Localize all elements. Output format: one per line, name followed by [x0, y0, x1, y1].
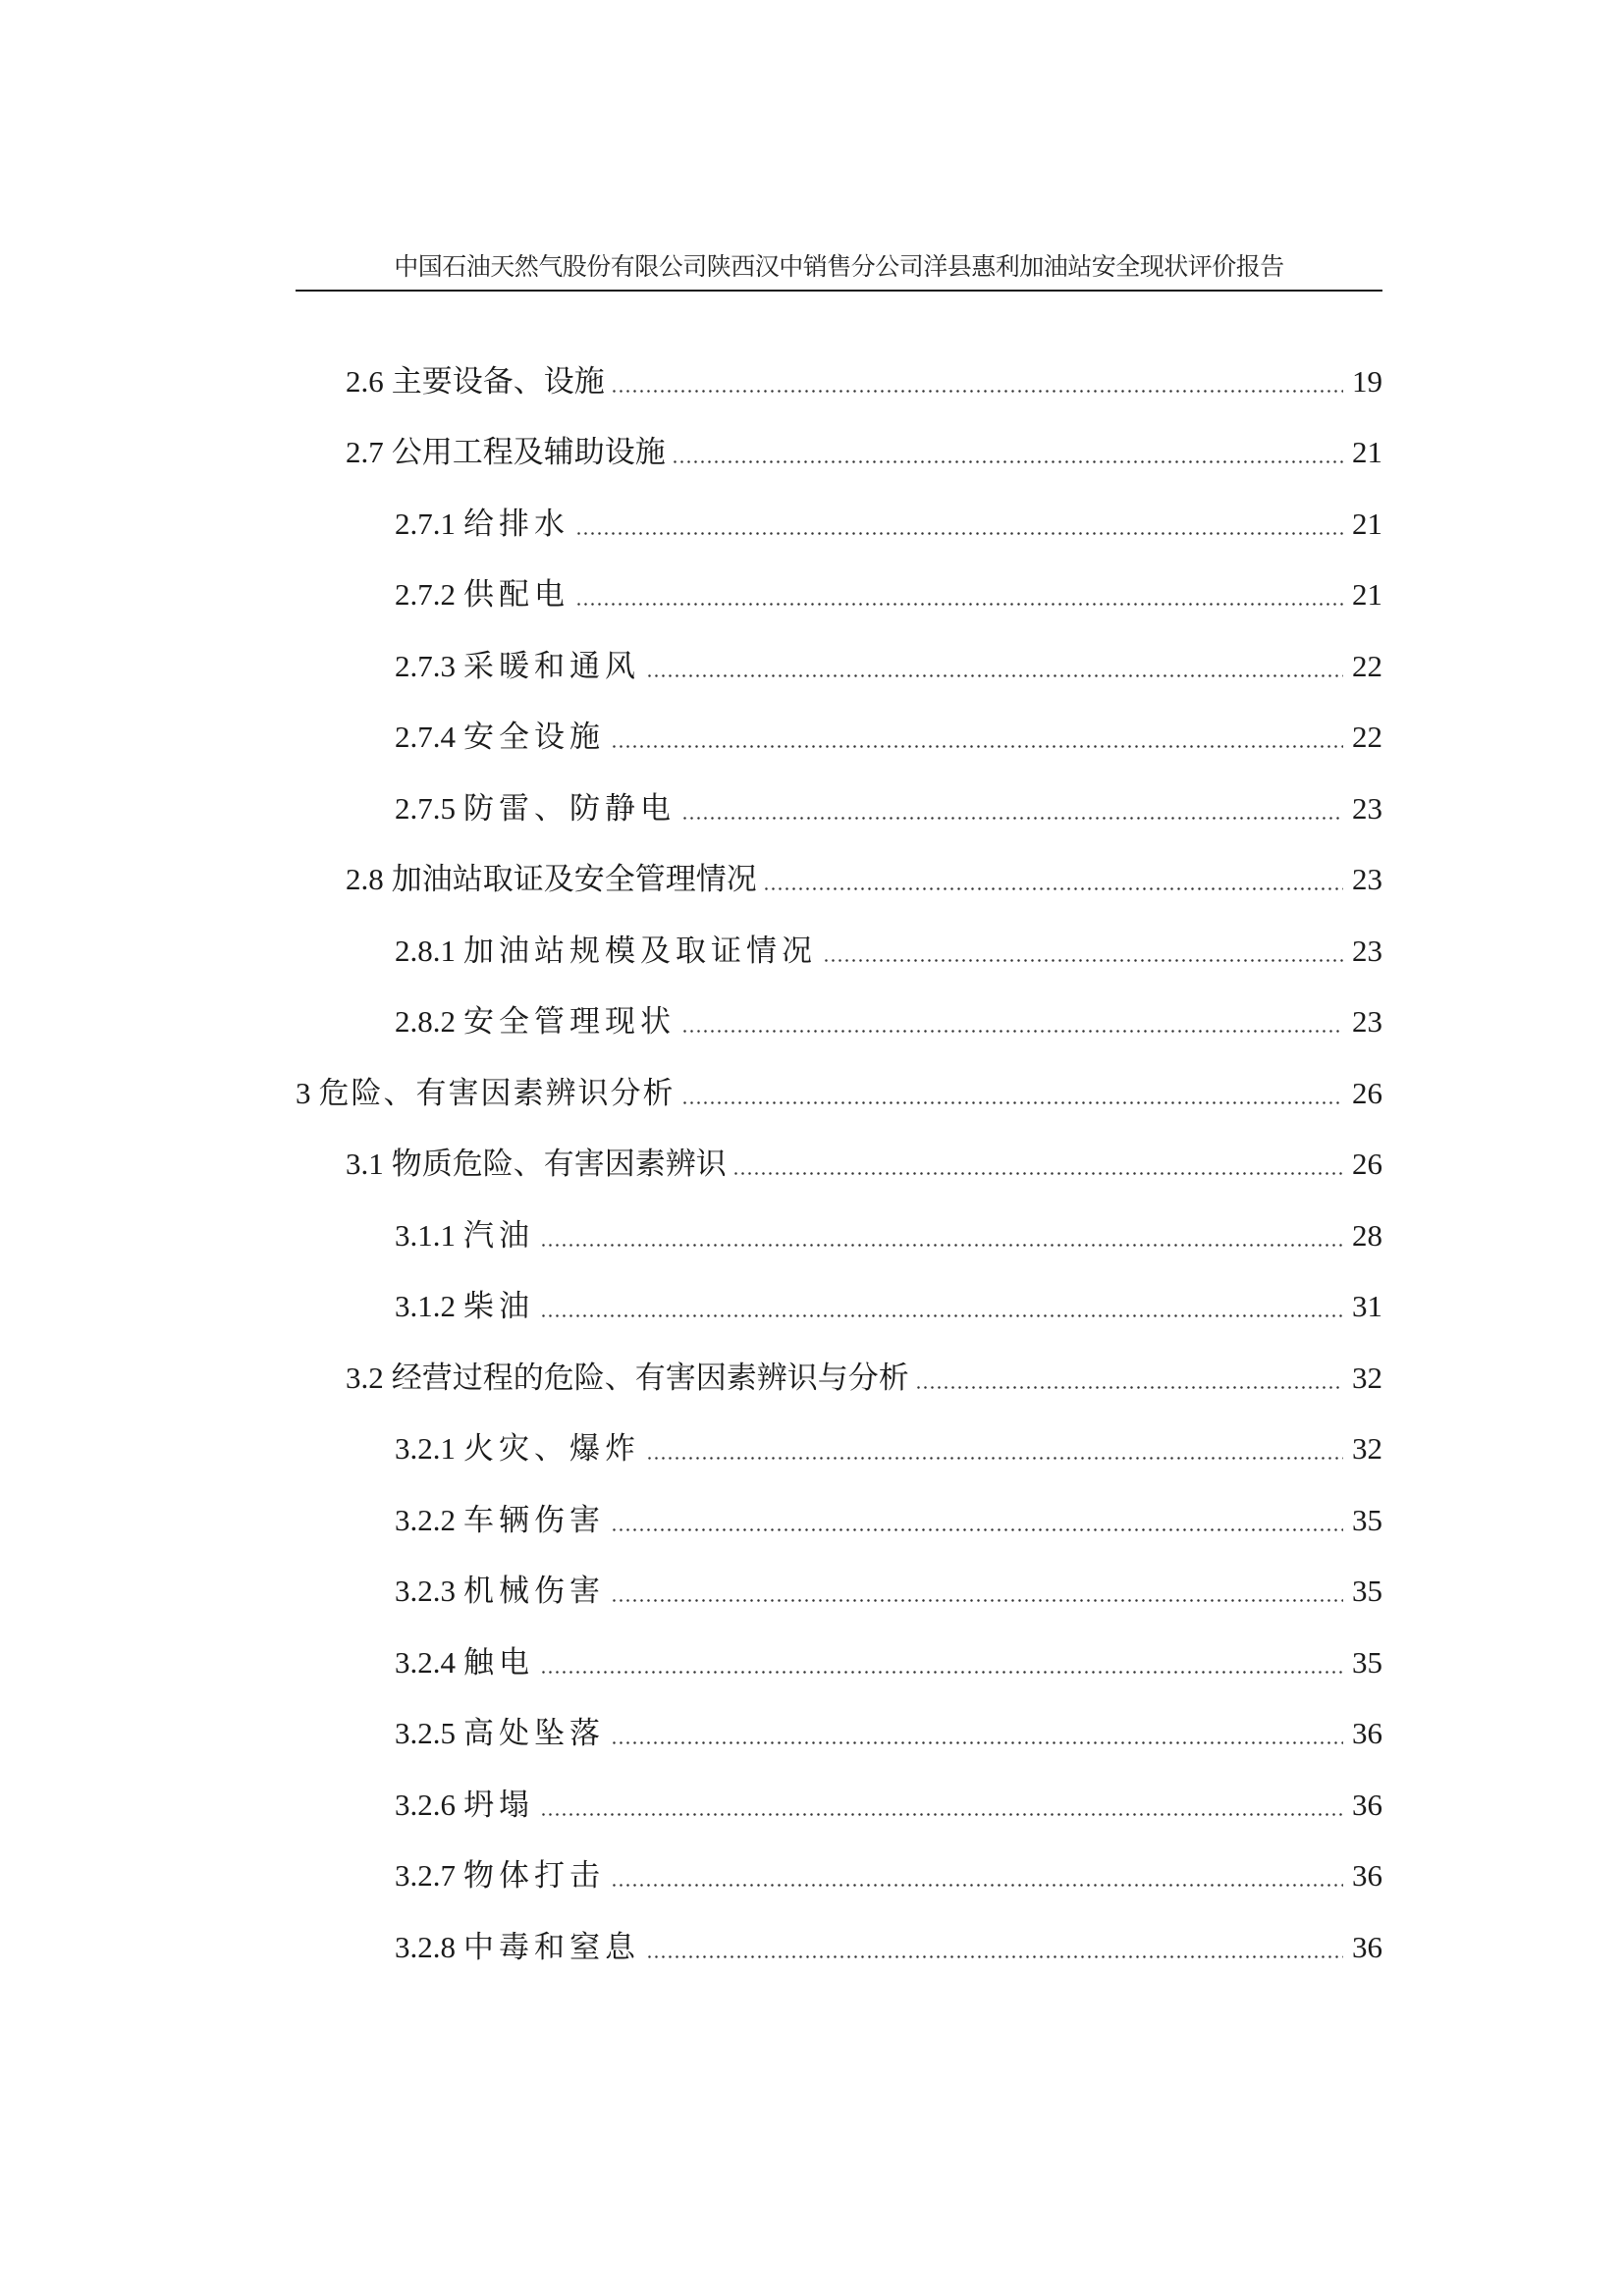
- toc-entry-number: 3.2.6: [395, 1787, 456, 1822]
- toc-entry-page: 36: [1352, 1787, 1382, 1822]
- dot-leader: [611, 1741, 1343, 1744]
- toc-entry-page: 23: [1352, 1004, 1382, 1039]
- dot-leader: [646, 674, 1343, 677]
- toc-entry-number: 3.2.7: [395, 1858, 456, 1893]
- toc-entry-title: 给排水: [463, 506, 569, 541]
- toc-entry-page: 32: [1352, 1431, 1382, 1466]
- toc-entry-number: 2.7.4: [395, 720, 456, 754]
- toc-entry-page: 32: [1352, 1360, 1382, 1395]
- toc-entry[interactable]: [296, 1053, 1382, 1125]
- toc-entry-title: 中毒和窒息: [463, 1929, 640, 1964]
- toc-entry-number: 3: [296, 1075, 311, 1110]
- toc-entry[interactable]: [296, 1196, 1382, 1267]
- toc-entry[interactable]: [296, 484, 1382, 556]
- toc-entry-page: 36: [1352, 1858, 1382, 1893]
- toc-entry-page: 31: [1352, 1289, 1382, 1323]
- dot-leader: [681, 1030, 1343, 1033]
- dot-leader: [540, 1813, 1343, 1816]
- toc-entry[interactable]: [296, 1410, 1382, 1481]
- toc-entry-title: 主要设备、设施: [391, 363, 605, 399]
- toc-entry-number: 3.2.1: [395, 1431, 456, 1466]
- toc-entry-number: 2.6: [346, 363, 384, 399]
- toc-entry-number: 2.7.5: [395, 790, 456, 826]
- toc-entry-page: 21: [1352, 435, 1382, 469]
- toc-entry-number: 3.1.2: [395, 1289, 456, 1323]
- dot-leader: [681, 817, 1343, 820]
- toc-entry-number: 2.7.2: [395, 577, 456, 612]
- toc-entry-title: 火灾、爆炸: [463, 1431, 640, 1466]
- dot-leader: [611, 1884, 1343, 1887]
- toc-entry-number: 3.2.4: [395, 1644, 456, 1680]
- dot-leader: [681, 1101, 1344, 1104]
- toc-entry-title: 防雷、防静电: [463, 790, 676, 826]
- toc-entry[interactable]: [296, 556, 1382, 627]
- toc-entry-page: 36: [1352, 1716, 1382, 1750]
- toc-entry[interactable]: [296, 342, 1382, 413]
- toc-entry-title: 加油站取证及安全管理情况: [391, 862, 757, 896]
- toc-entry[interactable]: [296, 1907, 1382, 1979]
- toc-entry-title: 采暖和通风: [463, 648, 640, 683]
- toc-entry-number: 2.8.2: [395, 1004, 456, 1039]
- toc-entry-title: 坍塌: [463, 1787, 534, 1822]
- toc-entry-title: 机械伤害: [463, 1574, 605, 1608]
- toc-entry-page: 35: [1352, 1502, 1382, 1537]
- toc-entry[interactable]: [296, 1125, 1382, 1197]
- dot-leader: [763, 887, 1343, 890]
- toc-entry[interactable]: [296, 911, 1382, 983]
- header-divider: [296, 290, 1382, 292]
- dot-leader: [915, 1386, 1343, 1389]
- dot-leader: [540, 1244, 1343, 1247]
- toc-entry-number: 2.7: [346, 435, 384, 469]
- toc-entry-page: 21: [1352, 577, 1382, 612]
- toc-entry[interactable]: [296, 698, 1382, 770]
- dot-leader: [611, 390, 1343, 393]
- toc-entry-title: 经营过程的危险、有害因素辨识与分析: [391, 1360, 909, 1395]
- toc-entry-title: 供配电: [463, 577, 569, 612]
- toc-entry-page: 23: [1352, 933, 1382, 968]
- toc-entry-title: 物质危险、有害因素辨识: [391, 1147, 727, 1181]
- toc-entry[interactable]: [296, 1765, 1382, 1837]
- toc-entry-page: 22: [1352, 720, 1382, 754]
- toc-entry[interactable]: [296, 983, 1382, 1054]
- toc-entry-number: 3.2.8: [395, 1929, 456, 1964]
- dot-leader: [540, 1671, 1343, 1674]
- dot-leader: [823, 959, 1343, 962]
- toc-entry-title: 触电: [463, 1644, 534, 1680]
- toc-entry-number: 3.1.1: [395, 1217, 456, 1253]
- page-header: 中国石油天然气股份有限公司陕西汉中销售分公司洋县惠利加油站安全现状评价报告: [394, 254, 1284, 281]
- toc-entry-number: 3.2.2: [395, 1502, 456, 1537]
- toc-entry[interactable]: [296, 1552, 1382, 1624]
- toc-entry-page: 26: [1352, 1147, 1382, 1181]
- toc-entry-number: 3.2: [346, 1360, 384, 1395]
- dot-leader: [575, 532, 1343, 535]
- toc-entry[interactable]: [296, 1694, 1382, 1766]
- toc-entry[interactable]: [296, 840, 1382, 912]
- toc-entry-page: 23: [1352, 862, 1382, 896]
- toc-entry-page: 19: [1352, 363, 1382, 399]
- dot-leader: [540, 1314, 1343, 1317]
- toc-entry-title: 高处坠落: [463, 1716, 605, 1750]
- dot-leader: [611, 1599, 1343, 1602]
- toc-entry-title: 安全管理现状: [463, 1004, 676, 1039]
- toc-entry-page: 36: [1352, 1929, 1382, 1964]
- dot-leader: [646, 1955, 1343, 1958]
- dot-leader: [646, 1457, 1343, 1460]
- toc-entry-number: 2.8.1: [395, 933, 456, 968]
- toc-entry-page: 22: [1352, 648, 1382, 683]
- toc-entry-title: 车辆伤害: [463, 1502, 605, 1537]
- toc-entry-number: 2.7.1: [395, 506, 456, 541]
- toc-entry[interactable]: [296, 1267, 1382, 1339]
- toc-entry-title: 加油站规模及取证情况: [463, 933, 817, 968]
- toc-entry[interactable]: [296, 769, 1382, 840]
- toc-entry-page: 28: [1352, 1217, 1382, 1253]
- dot-leader: [611, 745, 1343, 748]
- toc-entry-page: 21: [1352, 506, 1382, 541]
- dot-leader: [672, 460, 1343, 463]
- table-of-contents: [296, 342, 1382, 1979]
- toc-entry-number: 2.8: [346, 862, 384, 896]
- toc-entry-page: 35: [1352, 1644, 1382, 1680]
- toc-entry-title: 物体打击: [463, 1858, 605, 1893]
- toc-entry-title: 柴油: [463, 1289, 534, 1323]
- toc-entry[interactable]: [296, 1338, 1382, 1410]
- toc-entry-title: 危险、有害因素辨识分析: [318, 1075, 676, 1110]
- toc-entry-page: 23: [1352, 790, 1382, 826]
- toc-entry[interactable]: [296, 626, 1382, 698]
- toc-entry-title: 汽油: [463, 1217, 534, 1253]
- toc-entry-title: 安全设施: [463, 720, 605, 754]
- toc-entry-page: 35: [1352, 1574, 1382, 1608]
- toc-entry[interactable]: [296, 1623, 1382, 1694]
- toc-entry-title: 公用工程及辅助设施: [391, 435, 666, 469]
- toc-entry[interactable]: [296, 413, 1382, 485]
- toc-entry-number: 3.2.3: [395, 1574, 456, 1608]
- dot-leader: [575, 603, 1343, 606]
- toc-entry-page: 26: [1352, 1075, 1382, 1110]
- toc-entry-number: 2.7.3: [395, 648, 456, 683]
- toc-entry-number: 3.2.5: [395, 1716, 456, 1750]
- dot-leader: [732, 1172, 1343, 1175]
- toc-entry-number: 3.1: [346, 1147, 384, 1181]
- toc-entry[interactable]: [296, 1837, 1382, 1908]
- dot-leader: [611, 1528, 1343, 1531]
- toc-entry[interactable]: [296, 1480, 1382, 1552]
